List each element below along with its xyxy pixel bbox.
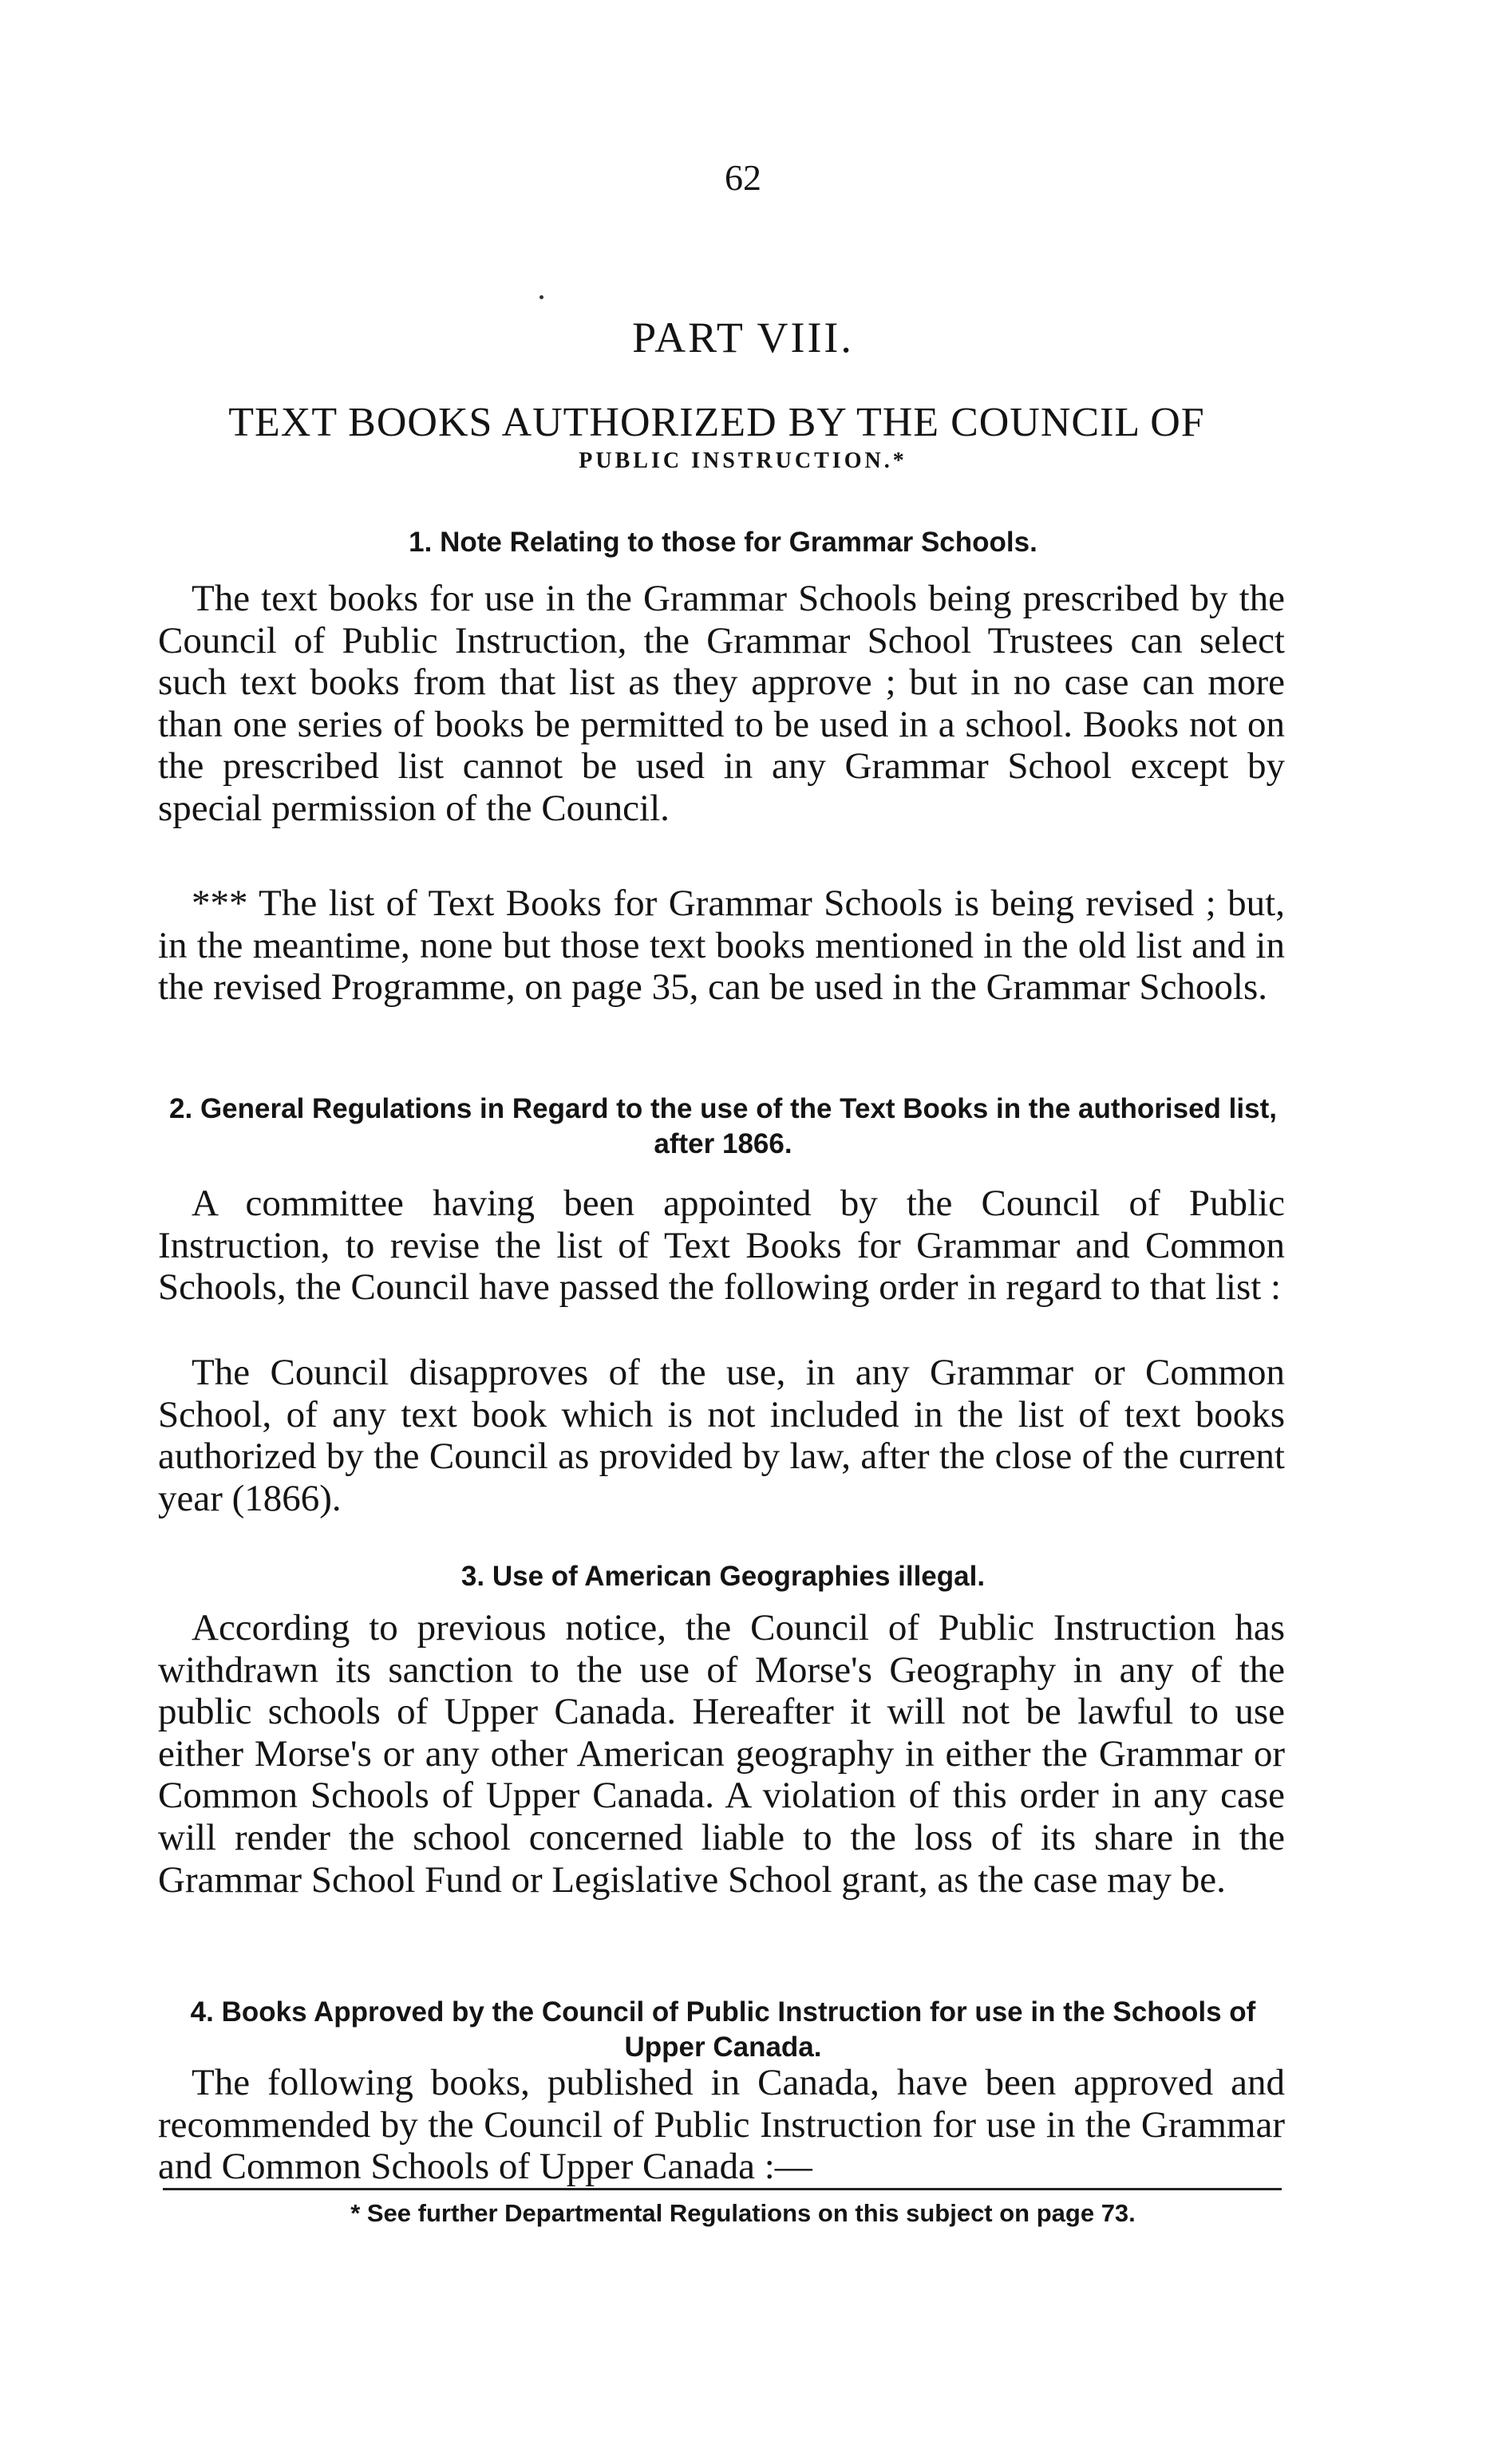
footnote-rule bbox=[163, 2188, 1282, 2190]
footnote: * See further Departmental Regulations on this subject on page 73. bbox=[350, 2199, 1136, 2227]
paragraph: The Council disapproves of the use, in any Grammar or Common School, of any text book which is not included in the list of text books authorized by the Council as provided by law, after the close of the current year (1866). bbox=[158, 1352, 1285, 1519]
section-heading: 2. General Regulations in Regard to the use of the Text Books in the authorised list, after 1866. bbox=[169, 1093, 1277, 1159]
print-speck bbox=[539, 295, 543, 299]
paragraph: A committee having been appointed by the Council of Public Instruction, to revise the list of Text Books for Grammar and Common Schools, the Council have passed the following order in regard to that list : bbox=[158, 1183, 1285, 1309]
paragraph: The text books for use in the Grammar Schools being prescribed by the Council of Public Instruction, the Grammar School Trustees can select such text books from that list as they approve ; but in no case can more than one series of books be permitted to be used in a school. Books not on the prescribed list cannot be used in any Grammar School except by special permission of the Council. bbox=[158, 578, 1285, 829]
paragraph: The following books, published in Canada, have been approved and recommended by the Council of Public Instruction for use in the Grammar and Common Schools of Upper Canada :— bbox=[158, 2062, 1285, 2188]
paragraph: *** The list of Text Books for Grammar Schools is being revised ; but, in the meantime, none but those text books mentioned in the old list and in the revised Programme, on page 35, can be used in the Grammar Schools. bbox=[158, 883, 1285, 1009]
section-heading: 3. Use of American Geographies illegal. bbox=[460, 1561, 986, 1592]
section-heading: 1. Note Relating to those for Grammar Schools. bbox=[409, 527, 1037, 558]
main-title: TEXT BOOKS AUTHORIZED BY THE COUNCIL OF bbox=[228, 400, 1205, 445]
section-heading: 4. Books Approved by the Council of Public Instruction for use in the Schools of Upper Canada. bbox=[190, 1996, 1256, 2063]
main-subtitle: PUBLIC INSTRUCTION.* bbox=[579, 448, 907, 473]
paragraph: According to previous notice, the Council of Public Instruction has withdrawn its sanction to the use of Morse's Geography in any of the public schools of Upper Canada. Hereafter it will not be lawful to use either Morse's or any other American geography in either the Grammar or Common Schools of Upper Canada. A violation of this order in any case will render the school concerned liable to the loss of its share in the Grammar School Fund or Legislative School grant, as the case may be. bbox=[158, 1607, 1285, 1901]
part-heading: PART VIII. bbox=[632, 314, 854, 361]
page-number: 62 bbox=[725, 157, 761, 198]
